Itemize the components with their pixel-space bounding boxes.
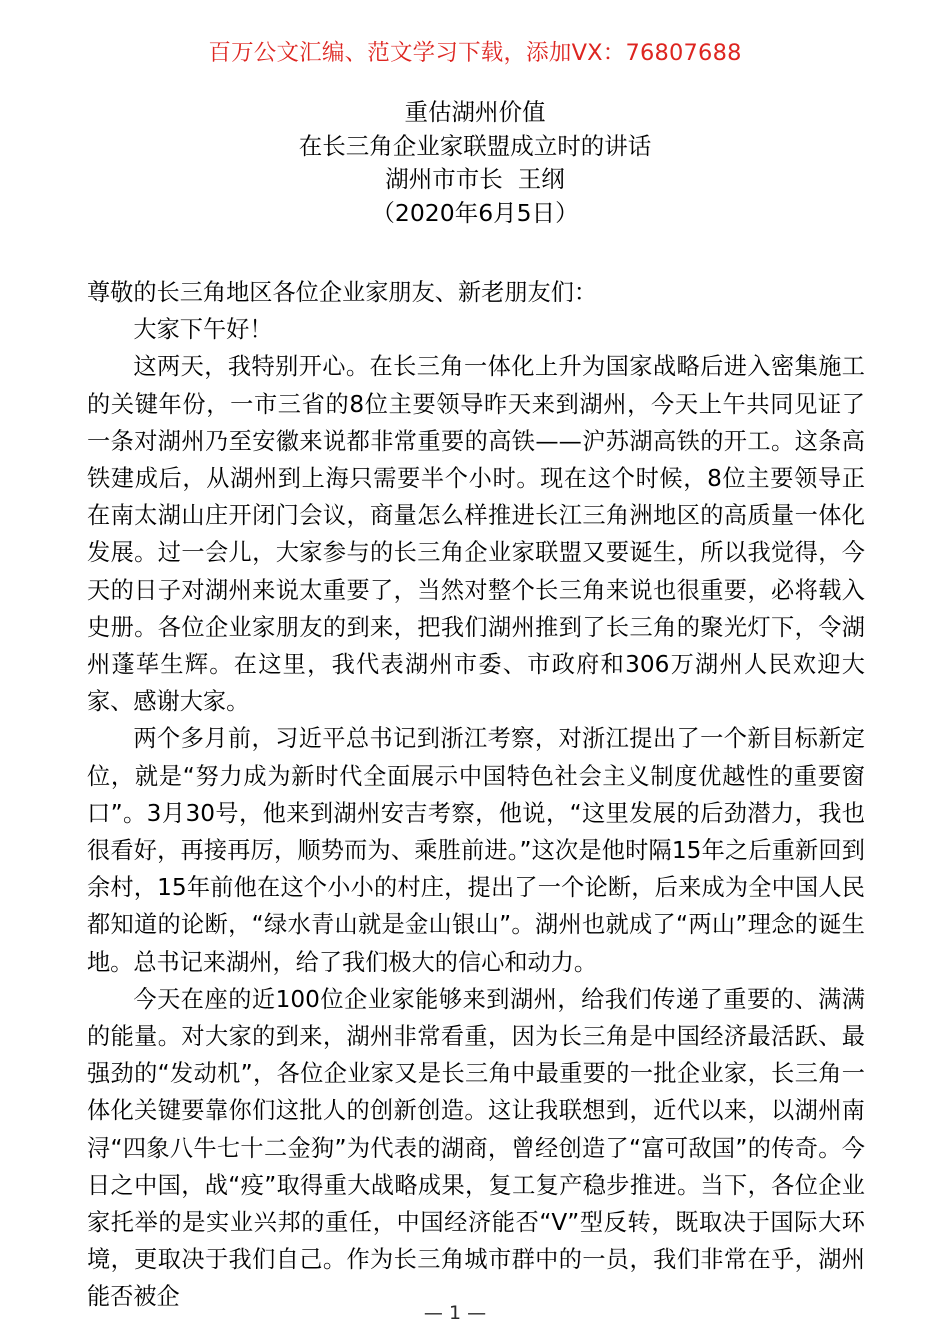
title-line-date: （2020年6月5日）	[371, 198, 579, 227]
document-title-block	[0, 96, 950, 230]
page-number: — 1 —	[423, 1302, 487, 1324]
body-paragraph-3: 今天在座的近100位企业家能够来到湖州，给我们传递了重要的、满满的能量。对大家的到来，湖州非常看重，因为长三角是中国经济最活跃、最强劲的“发动机”，各位企业家又是长三角中最重要的一批企业家，长三角一体化关键要靠你们这批人的创新创造。这让我联想到，近代以来，以湖州南浔“四象八牛七十二金狗”为代表的湖商，曾经创造了“富可敌国”的传奇。今日之中国，战“疫”取得重大战略成果，复工复产稳步推进。当下，各位企业家托举的是实业兴邦的重任，中国经济能否“V”型反转，既取决于国际大环境，更取决于我们自己。作为长三角城市群中的一员，我们非常在乎，湖州能否被企	[87, 985, 865, 1311]
title-line-subtitle: 在长三角企业家联盟成立时的讲话	[298, 131, 652, 160]
title-line-speaker: 湖州市市长 王纲	[385, 165, 565, 193]
promo-banner: 百万公文汇编、范文学习下载，添加VX：76807688	[208, 40, 742, 66]
salutation-paragraph: 尊敬的长三角地区各位企业家朋友、新老朋友们：	[87, 279, 598, 306]
body-paragraph-1: 这两天，我特别开心。在长三角一体化上升为国家战略后进入密集施工的关键年份，一市三省的8位主要领导昨天来到湖州，今天上午共同见证了一条对湖州乃至安徽来说都非常重要的高铁——沪苏湖高铁的开工。这条高铁建成后，从湖州到上海只需要半个小时。现在这个时候，8位主要领导正在南太湖山庄开闭门会议，商量怎么样推进长江三角洲地区的高质量一体化发展。过一会儿，大家参与的长三角企业家联盟又要诞生，所以我觉得，今天的日子对湖州来说太重要了，当然对整个长三角来说也很重要，必将载入史册。各位企业家朋友的到来，把我们湖州推到了长三角的聚光灯下，令湖州蓬荜生辉。在这里，我代表湖州市委、市政府和306万湖州人民欢迎大家、感谢大家。	[87, 353, 865, 716]
document-body	[87, 274, 865, 1316]
greeting-paragraph: 大家下午好！	[133, 316, 273, 344]
title-line-main: 重估湖州价值	[404, 98, 546, 126]
body-paragraph-2: 两个多月前，习近平总书记到浙江考察，对浙江提出了一个新目标新定位，就是“努力成为新时代全面展示中国特色社会主义制度优越性的重要窗口”。3月30号，他来到湖州安吉考察，他说，“这里发展的后劲潜力，我也很看好，再接再厉，顺势而为、乘胜前进。”这次是他时隔15年之后重新回到余村，15年前他在这个小小的村庄，提出了一个论断，后来成为全中国人民都知道的论断，“绿水青山就是金山银山”。湖州也就成了“两山”理念的诞生地。总书记来湖州，给了我们极大的信心和动力。	[87, 725, 865, 976]
page-footer	[0, 1300, 950, 1326]
